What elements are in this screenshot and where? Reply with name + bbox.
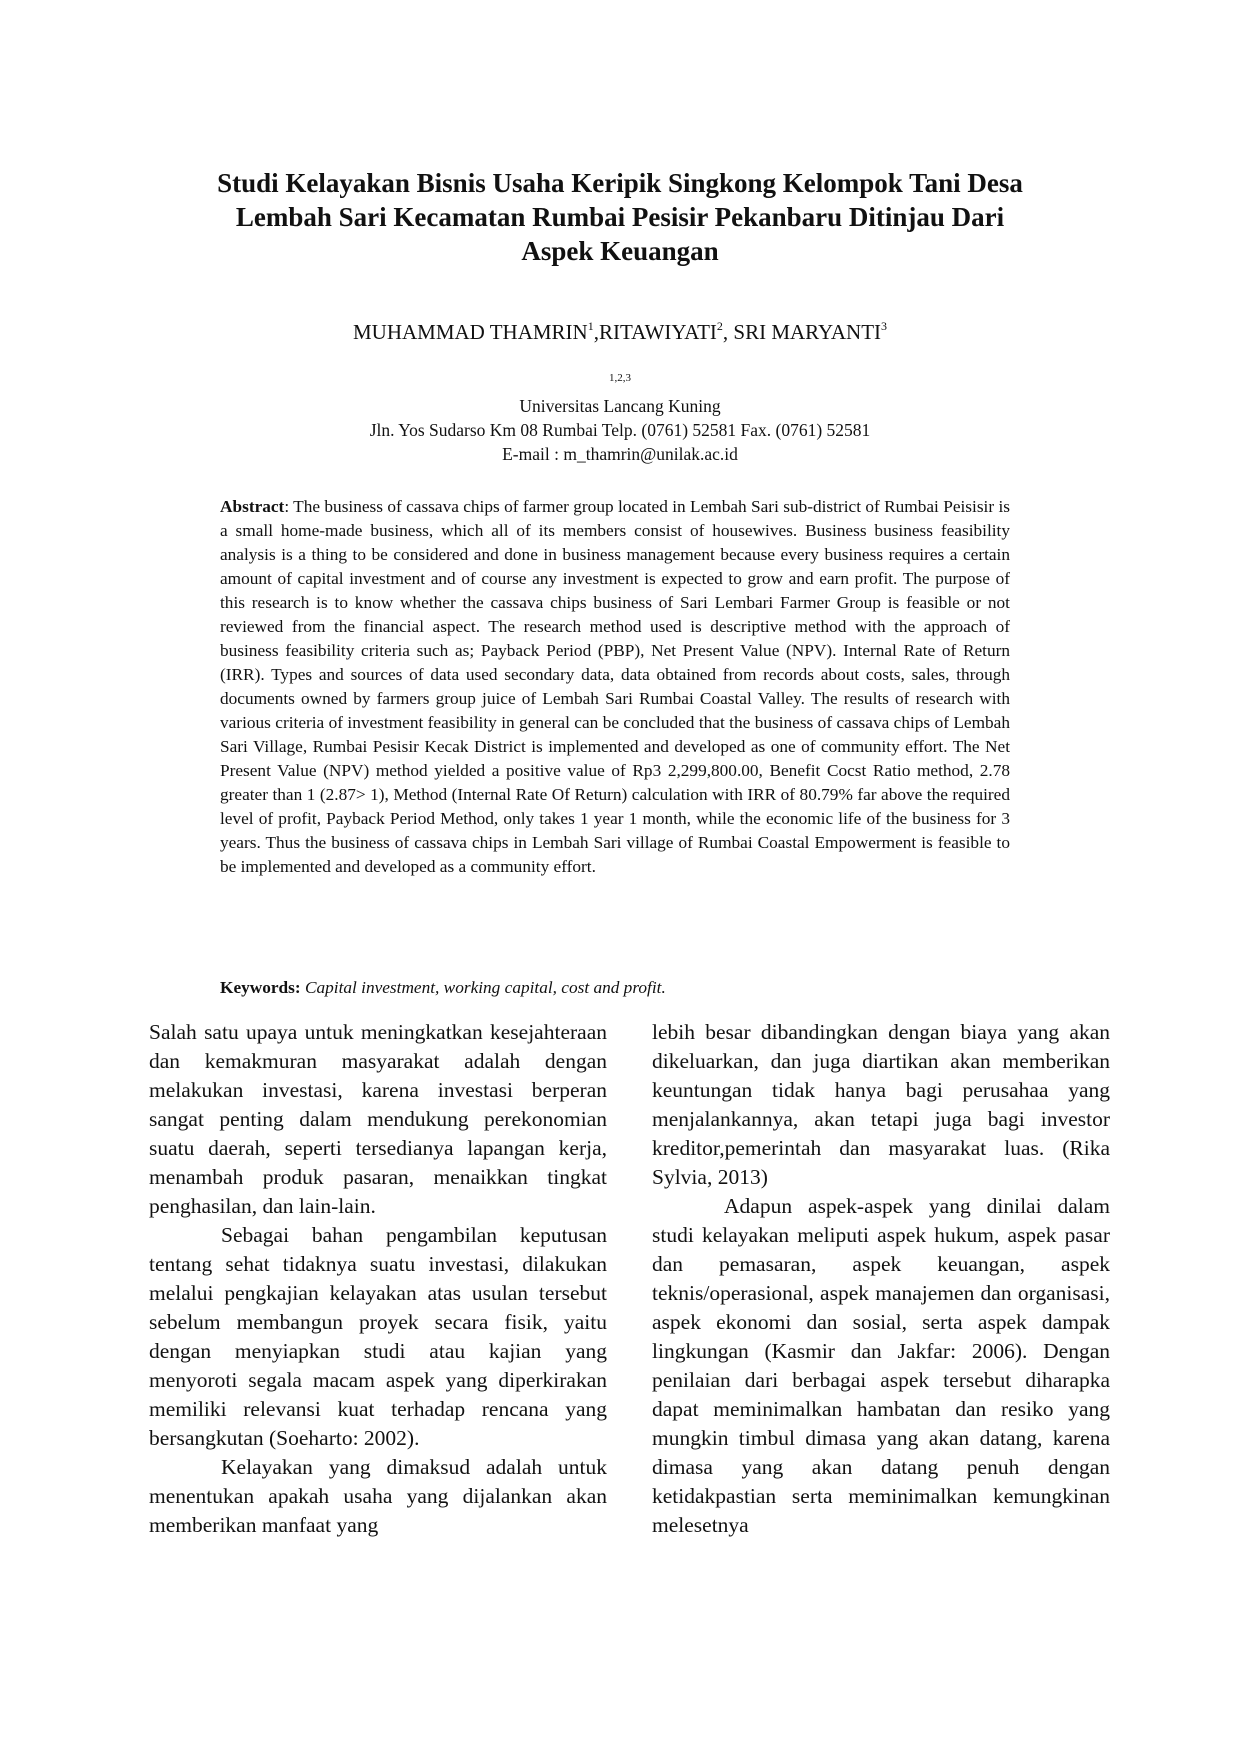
title-line: Aspek Keuangan <box>521 236 719 266</box>
body-paragraph: Salah satu upaya untuk meningkatkan kesejahteraan dan kemakmuran masyarakat adalah dengan melakukan investasi, karena investasi berperan sangat penting dalam mendukung perekonomian suatu daerah, seperti tersedianya lapangan kerja, menambah produk pasaran, menaikkan tingkat penghasilan, dan lain-lain. <box>149 1020 607 1218</box>
affiliation-institution-line <box>150 370 1090 418</box>
affiliation-marker: 1,2,3 <box>609 372 631 384</box>
body-paragraph: Kelayakan yang dimaksud adalah untuk menentukan apakah usaha yang dijalankan akan memberikan manfaat yang <box>149 1455 607 1537</box>
keywords-label: Keywords: <box>220 978 301 997</box>
author-affiliation-marker: 2 <box>716 319 723 333</box>
body-paragraph: Sebagai bahan pengambilan keputusan tentang sehat tidaknya suatu investasi, dilakukan melalui pengkajian kelayakan atas usulan tersebut sebelum membangun proyek secara fisik, yaitu dengan menyiapkan studi atau kajian yang menyoroti segala macam aspek yang diperkirakan memiliki relevansi kuat terhadap rencana yang bersangkutan (Soeharto: 2002). <box>149 1223 607 1450</box>
author-name: RITAWIYATI <box>598 320 717 344</box>
body-paragraph: Adapun aspek-aspek yang dinilai dalam studi kelayakan meliputi aspek hukum, aspek pasar dan pemasaran, aspek keuangan, aspek teknis/operasional, aspek manajemen dan organisasi, aspek ekonomi dan sosial, serta aspek dampak lingkungan (Kasmir dan Jakfar: 2006). Dengan penilaian dari berbagai aspek tersebut diharapka dapat meminimalkan hambatan dan resiko yang mungkin timbul dimasa yang akan datang, karena dimasa yang akan datang penuh dengan ketidakpastian serta meminimalkan kemungkinan melesetnya <box>652 1194 1110 1537</box>
author-name: SRI MARYANTI <box>733 320 882 344</box>
body-paragraph: lebih besar dibandingkan dengan biaya yang akan dikeluarkan, dan juga diartikan akan memberikan keuntungan tidak hanya bagi perusahaa yang menjalankannya, akan tetapi juga bagi investor kreditor,pemerintah dan masyarakat luas. (Rika Sylvia, 2013) <box>652 1020 1110 1189</box>
affiliation-address: Jln. Yos Sudarso Km 08 Rumbai Telp. (0761) 52581 Fax. (0761) 52581 <box>369 420 871 440</box>
institution-name: Universitas Lancang Kuning <box>519 396 721 416</box>
body-column-right <box>652 1018 1110 1540</box>
keywords-text: Capital investment, working capital, cost and profit. <box>304 978 666 997</box>
author-name: MUHAMMAD THAMRIN <box>352 320 588 344</box>
title-line: Studi Kelayakan Bisnis Usaha Keripik Singkong Kelompok Tani Desa <box>217 168 1023 198</box>
affiliation-email: E-mail : m_thamrin@unilak.ac.id <box>502 444 738 464</box>
abstract-label: Abstract <box>220 497 285 516</box>
body-column-left <box>149 1018 607 1540</box>
affiliation-block <box>150 370 1090 466</box>
author-affiliation-marker: 1 <box>587 319 594 333</box>
abstract <box>220 495 1010 879</box>
abstract-text: : The business of cassava chips of farmer group located in Lembah Sari sub-district of Rumbai Peisisir is a small home-made business, which all of its members consist of housewives. Business business feasibility analysis is a thing to be considered and done in business management because every business requires a certain amount of capital investment and of course any investment is expected to grow and earn profit. The purpose of this research is to know whether the cassava chips business of Sari Lembari Farmer Group is feasible or not reviewed from the financial aspect. The research method used is descriptive method with the approach of business feasibility criteria such as; Payback Period (PBP), Net Present Value (NPV). Internal Rate of Return (IRR). Types and sources of data used secondary data, data obtained from records about costs, sales, through documents owned by farmers group juice of Lembah Sari Rumbai Coastal Valley. The results of research with various criteria of investment feasibility in general can be concluded that the business of cassava chips of Lembah Sari Village, Rumbai Pesisir Kecak District is implemented and developed as one of community effort. The Net Present Value (NPV) method yielded a positive value of Rp3 2,299,800.00, Benefit Cocst Ratio method, 2.78 greater than 1 (2.87> 1), Method (Internal Rate Of Return) calculation with IRR of 80.79% far above the required level of profit, Payback Period Method, only takes 1 year 1 month, while the economic life of the business for 3 years. Thus the business of cassava chips in Lembah Sari village of Rumbai Coastal Empowerment is feasible to be implemented and developed as a community effort. <box>220 497 1010 876</box>
title-line: Lembah Sari Kecamatan Rumbai Pesisir Pekanbaru Ditinjau Dari <box>235 202 1005 232</box>
author-affiliation-marker: 3 <box>881 319 888 333</box>
paper-title <box>150 166 1090 268</box>
author-list: MUHAMMAD THAMRIN$^1$,RITAWIYATI$^2$, SRI MARYANTI$^3$ <box>352 319 888 344</box>
keywords <box>220 976 1010 1000</box>
